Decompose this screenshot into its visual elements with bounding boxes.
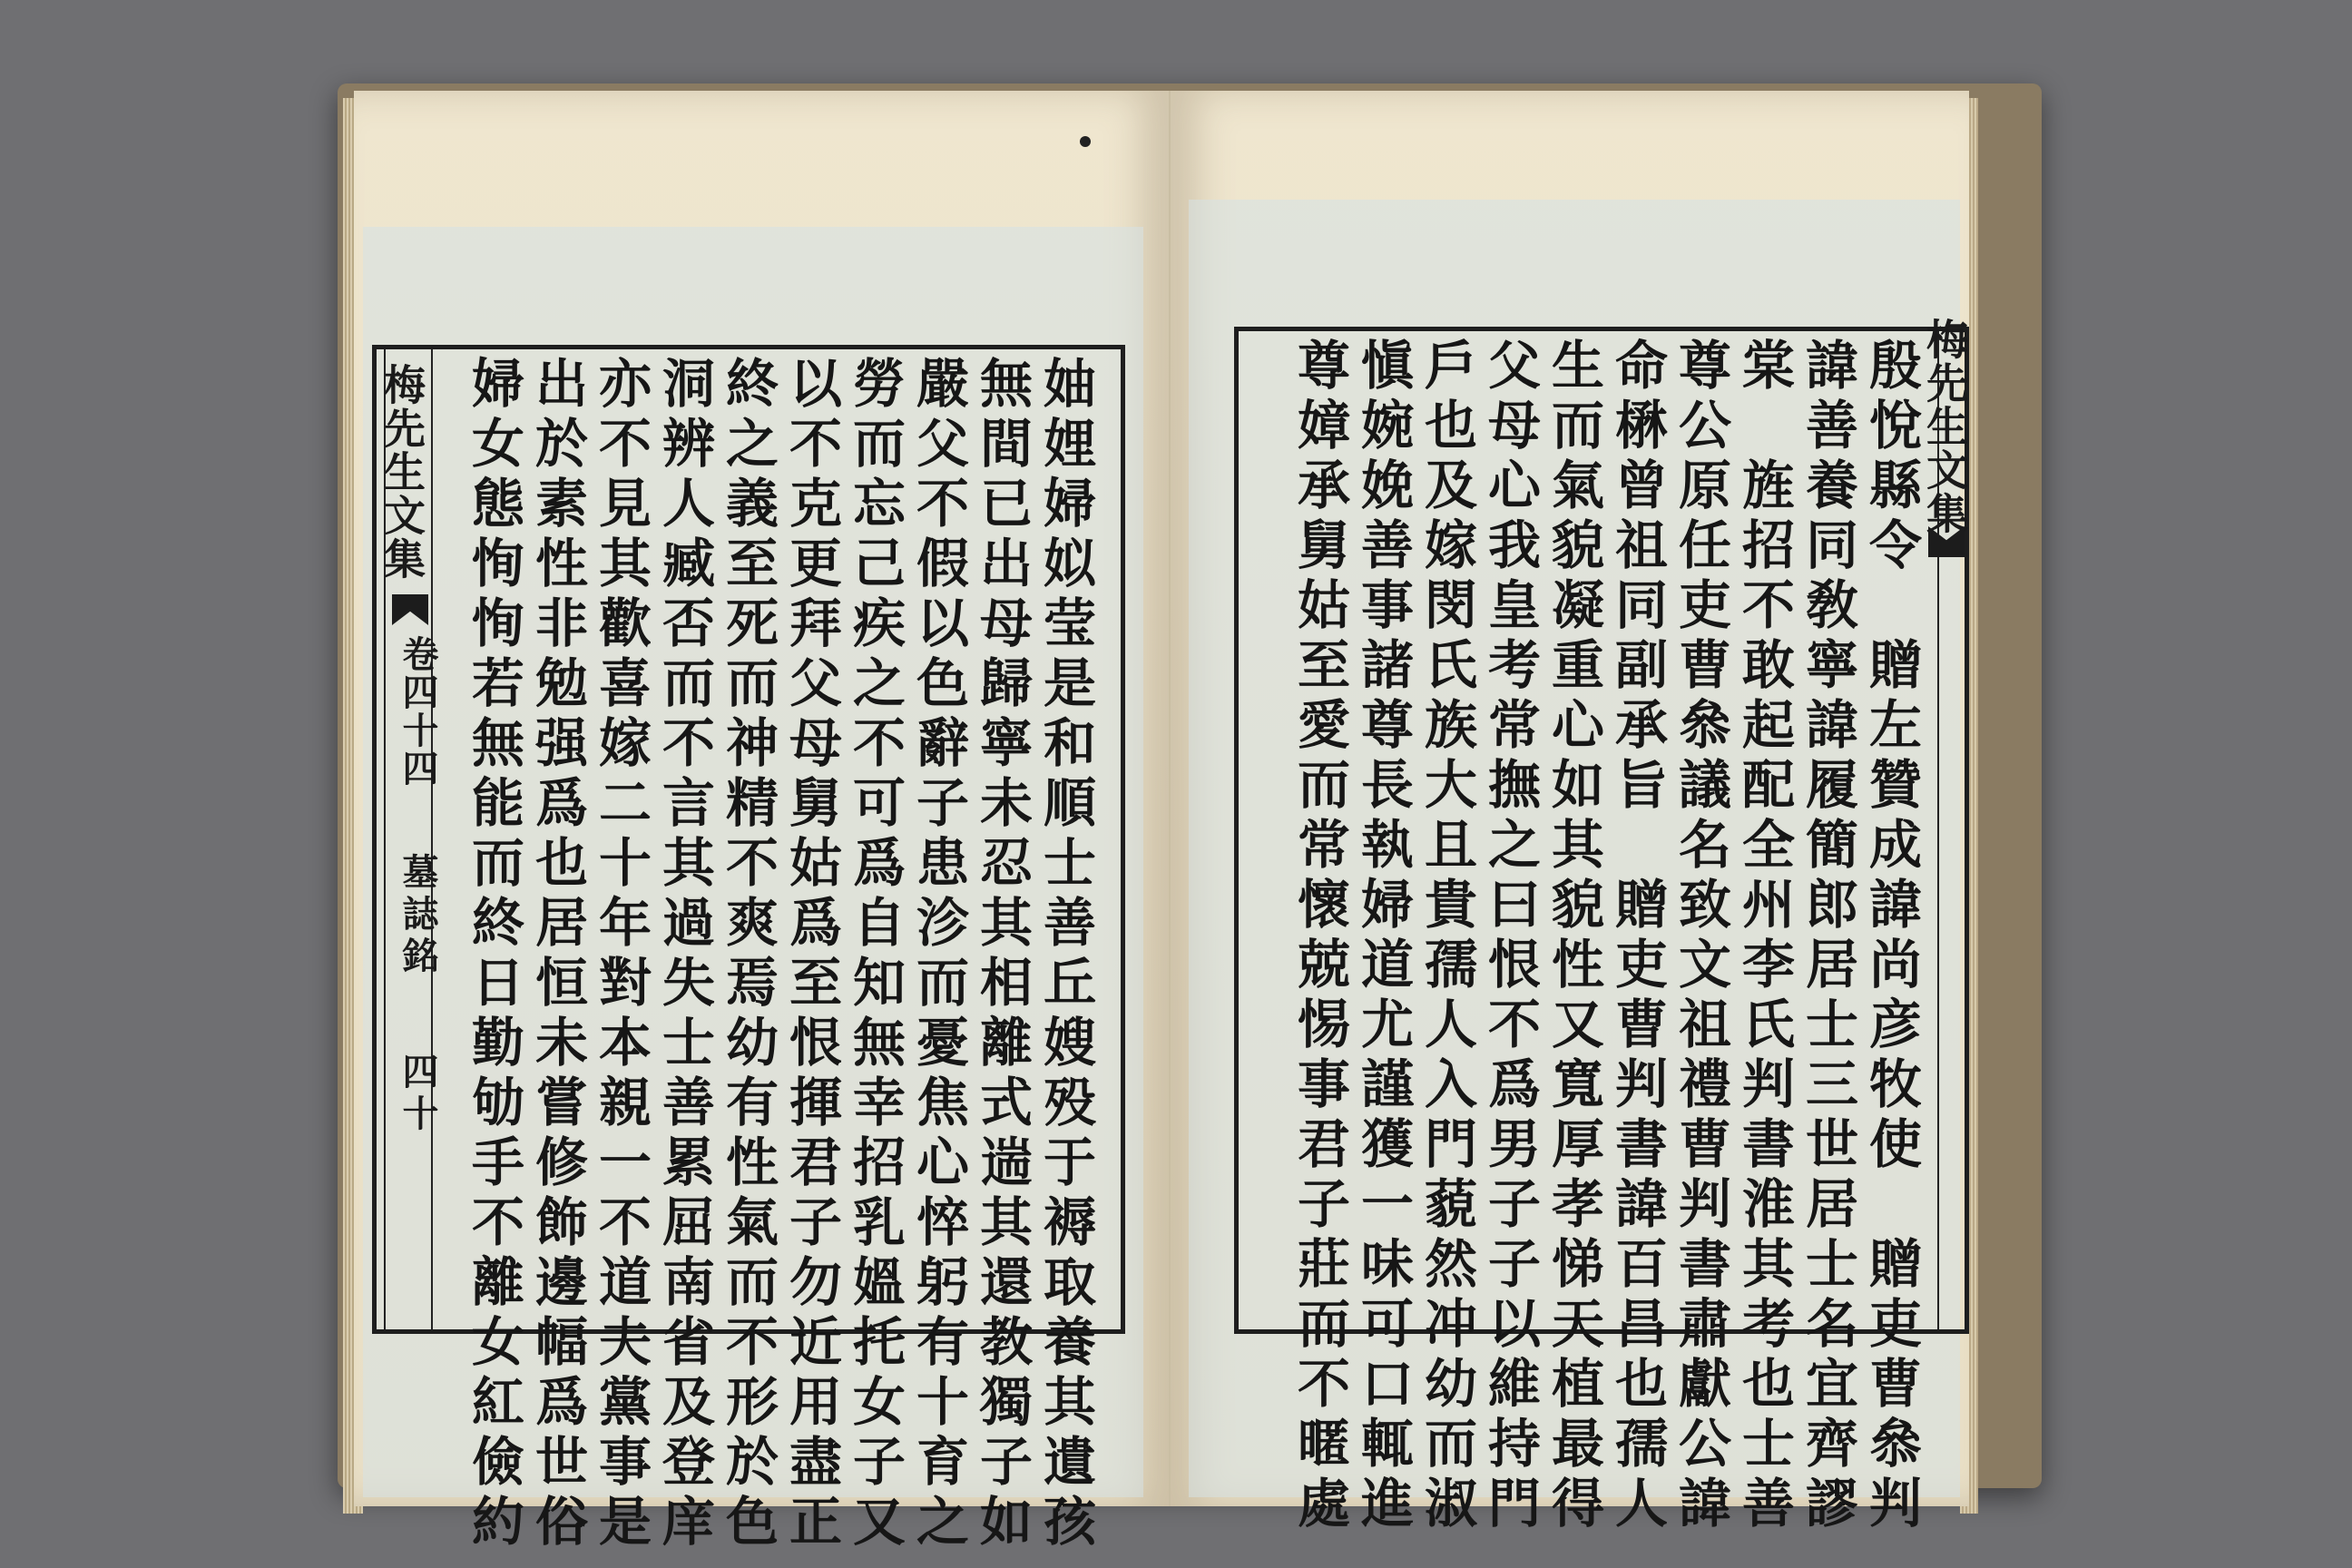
left-page bbox=[354, 91, 1171, 1553]
text-column: 父母心我皇考常撫之曰恨不爲男子子以維持門 bbox=[1479, 338, 1541, 1535]
text-column: 洞辨人臧否而不言其過失士善累屈南省及登庠 bbox=[653, 356, 715, 1553]
text-column: 終之義至死而神精不爽焉幼有性氣而不形於色 bbox=[717, 356, 779, 1553]
margin-book-title: 梅先生文集 bbox=[377, 363, 426, 581]
text-column: 命楙曾祖同副承旨 贈吏曹判書諱百昌也孺人 bbox=[1606, 338, 1668, 1535]
ink-spot bbox=[1080, 136, 1091, 147]
text-column: 妯娌婦姒莹是和順士善丘嫂殁于褥取養其遺孩 bbox=[1034, 356, 1096, 1553]
text-column: 無間已出母歸寧未忍其相離式遄其還教獨子如 bbox=[971, 356, 1033, 1553]
text-column: 尊嫜承舅姑至愛而常懷兢惕事君子莊而不暱處 bbox=[1289, 338, 1350, 1535]
text-column: 婦女態恂恂若無能而終日勤劬手不離女紅儉約 bbox=[463, 356, 524, 1553]
text-column: 勞而忘己疾之不可爲自知無幸招乳媼托女子又 bbox=[844, 356, 906, 1553]
margin-volume: 卷四十四 bbox=[397, 635, 439, 788]
text-column: 以不克更拜父母舅姑爲至恨揮君子勿近用盡正 bbox=[780, 356, 842, 1553]
text-column: 嚴父不假以色辭子患沴而憂焦心悴躬有十育之 bbox=[907, 356, 969, 1553]
text-column: 棠 旌招不敢起配全州李氏判書淮其考也士善 bbox=[1733, 338, 1795, 1535]
text-column: 戶也及嫁閔氏族大且貴孺人入門藐然冲幼而淑 bbox=[1416, 338, 1477, 1535]
margin-book-title: 梅先生文集 bbox=[1920, 318, 1969, 535]
text-column: 亦不見其歡喜嫁二十年對本親一不道夫黨事是 bbox=[590, 356, 652, 1553]
text-column: 愼婉娩善事諸尊長執婦道尤謹獲一味可口輒進 bbox=[1352, 338, 1414, 1535]
text-column: 殷悅縣令 贈左贊成諱尚彦牧使 贈吏曹叅判 bbox=[1860, 338, 1922, 1535]
right-page bbox=[1171, 91, 1969, 1535]
text-column: 尊公原任吏曹叅議名致文祖禮曹判書肅獻公諱 bbox=[1670, 338, 1731, 1535]
margin-page-number: 四十 bbox=[397, 1053, 439, 1136]
margin-section: 墓誌銘 bbox=[397, 853, 439, 978]
text-column: 生而氣貌凝重心如其貌性又寬厚孝悌天植最得 bbox=[1543, 338, 1604, 1535]
text-column: 出於素性非勉强爲也居恒未嘗修飾邊幅爲世俗 bbox=[526, 356, 588, 1553]
text-column: 諱善養同敎寧諱履簡郎居士三世居士名宜齊謬 bbox=[1797, 338, 1858, 1535]
